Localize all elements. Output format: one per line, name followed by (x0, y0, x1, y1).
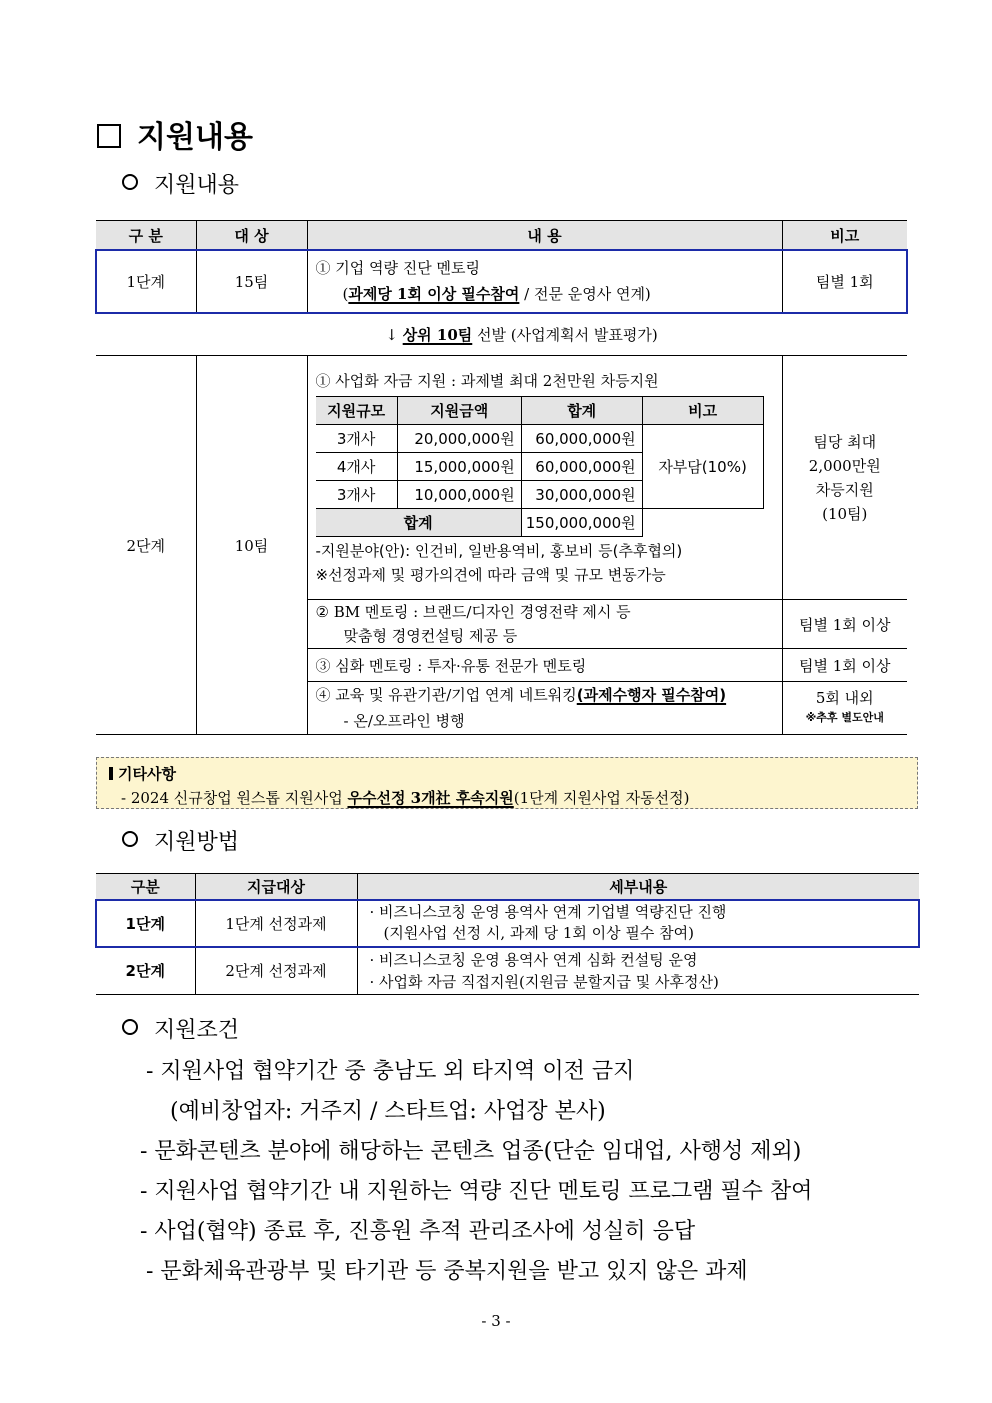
stage1-content: ① 기업 역량 진단 멘토링 (과제당 1회 이상 필수참여 / 전문 운영사 연계) (307, 250, 782, 313)
arrow-down-icon: ↓ (385, 325, 398, 344)
selection-row: ↓ 상위 10팀 선발 (사업계획서 발표평가) (96, 313, 907, 356)
condition-item: - 문화체육관광부 및 타기관 등 중복지원을 받고 있지 않은 과제 (146, 1259, 748, 1284)
etc-notice-box (96, 757, 918, 809)
square-bullet-icon (97, 124, 121, 148)
table-header-row: 구분 지급대상 세부내용 (96, 874, 919, 900)
stage2-item1-content: ① 사업화 자금 지원 : 과제별 최대 2천만원 차등지원 지원규모 지원금액 합계 비고 3개사 20,000,000원 60,000,000원 자부담(10%) 4개사 15,000,000원 60,000,000원 3개사 10,000,000원 30,000,000원 합계 150,000,000원 -지원분야(안): 인건비, 일반용역비, 홍보비 등(추후협의) ※선정과제 및 평가의견에 따라 금액 및 규모 변동가능 (307, 356, 782, 600)
fund-total-row: 합계 150,000,000원 (316, 509, 764, 537)
stage2-item3-content: ③ 심화 멘토링 : 투자·유통 전문가 멘토링 (307, 649, 782, 682)
header-note: 비고 (782, 221, 907, 250)
page-title: 지원내용 (97, 112, 253, 156)
stage2-item3-note: 팀별 1회 이상 (782, 649, 907, 682)
fund-table (316, 396, 764, 537)
fund-row: 3개사 10,000,000원 30,000,000원 (316, 481, 764, 509)
etc-line: - 2024 신규창업 원스톱 지원사업 우수선정 3개社 후속지원(1단계 지원사업 자동선정) (121, 789, 690, 807)
table-row-stage1 (96, 250, 907, 313)
stage1-target: 15팀 (196, 250, 307, 313)
condition-item: - 지원사업 협약기간 중 충남도 외 타지역 이전 금지 (146, 1059, 635, 1084)
table-header-row (96, 221, 907, 250)
section-heading-support-conditions: 지원조건 (122, 1013, 239, 1044)
stage2-item4-content: ④ 교육 및 유관기관/기업 연계 네트워킹(과제수행자 필수참여) - 온/오프라인 병행 (307, 682, 782, 735)
stage2-item2-content: ② BM 멘토링 : 브랜드/디자인 경영전략 제시 등 맞춤형 경영컨설팅 제공 등 (307, 600, 782, 649)
table-row: 2단계 2단계 선정과제 · 비즈니스코칭 운영 용역사 연계 심화 컨설팅 운영 · 사업화 자금 직접지원(지원금 분할지급 및 사후정산) (96, 947, 919, 995)
section-heading-support-content: 지원내용 (122, 168, 239, 199)
header-content: 내 용 (307, 221, 782, 250)
table-row-stage2-item1 (96, 356, 907, 600)
mandatory-participant-text: (과제수행자 필수참여) (576, 686, 727, 704)
circle-bullet-icon (122, 1019, 138, 1035)
stage2-label: 2단계 (96, 356, 196, 735)
block-bullet-icon (109, 767, 113, 780)
condition-item: - 지원사업 협약기간 내 지원하는 역량 진단 멘토링 프로그램 필수 참여 (140, 1179, 813, 1204)
page-number: - 3 - (481, 1312, 511, 1330)
fund-table-header: 지원규모 지원금액 합계 비고 (316, 397, 764, 425)
etc-title: 기타사항 (118, 765, 176, 783)
stage2-item4-note: 5회 내외 ※추후 별도안내 (782, 682, 907, 735)
fund-row: 4개사 15,000,000원 60,000,000원 (316, 453, 764, 481)
fund-row: 3개사 20,000,000원 60,000,000원 자부담(10%) (316, 425, 764, 453)
support-content-table (96, 220, 907, 735)
stage2-item2-note: 팀별 1회 이상 (782, 600, 907, 649)
field-note: -지원분야(안): 인건비, 일반용역비, 홍보비 등(추후협의) (315, 542, 683, 560)
condition-item: - 사업(협약) 종료 후, 진흥원 추적 관리조사에 성실히 응답 (140, 1219, 696, 1244)
change-note: ※선정과제 및 평가의견에 따라 금액 및 규모 변동가능 (315, 566, 666, 584)
stage2-target: 10팀 (196, 356, 307, 735)
section-heading-support-method: 지원방법 (122, 825, 239, 856)
table-row: 1단계 1단계 선정과제 · 비즈니스코칭 운영 용역사 연계 기업별 역량진단 진행 (지원사업 선정 시, 과제 당 1회 이상 필수 참여) (96, 900, 919, 947)
stage2-item1-note: 팀당 최대 2,000만원 차등지원 (10팀) (782, 356, 907, 600)
stage1-note: 팀별 1회 (782, 250, 907, 313)
support-method-table (96, 873, 919, 995)
top10-text: 상위 10팀 (402, 325, 473, 344)
circle-bullet-icon (122, 831, 138, 847)
circle-bullet-icon (122, 174, 138, 190)
self-payment-note: 자부담(10%) (642, 425, 763, 509)
header-category: 구 분 (96, 221, 196, 250)
header-target: 대 상 (196, 221, 307, 250)
mandatory-participation-text: 과제당 1회 이상 필수참여 (348, 285, 520, 303)
stage1-label: 1단계 (96, 250, 196, 313)
condition-item: - 문화콘텐츠 분야에 해당하는 콘텐츠 업종(단순 임대업, 사행성 제외) (140, 1139, 802, 1164)
condition-item-sub: (예비창업자: 거주지 / 스타트업: 사업장 본사) (170, 1099, 606, 1124)
